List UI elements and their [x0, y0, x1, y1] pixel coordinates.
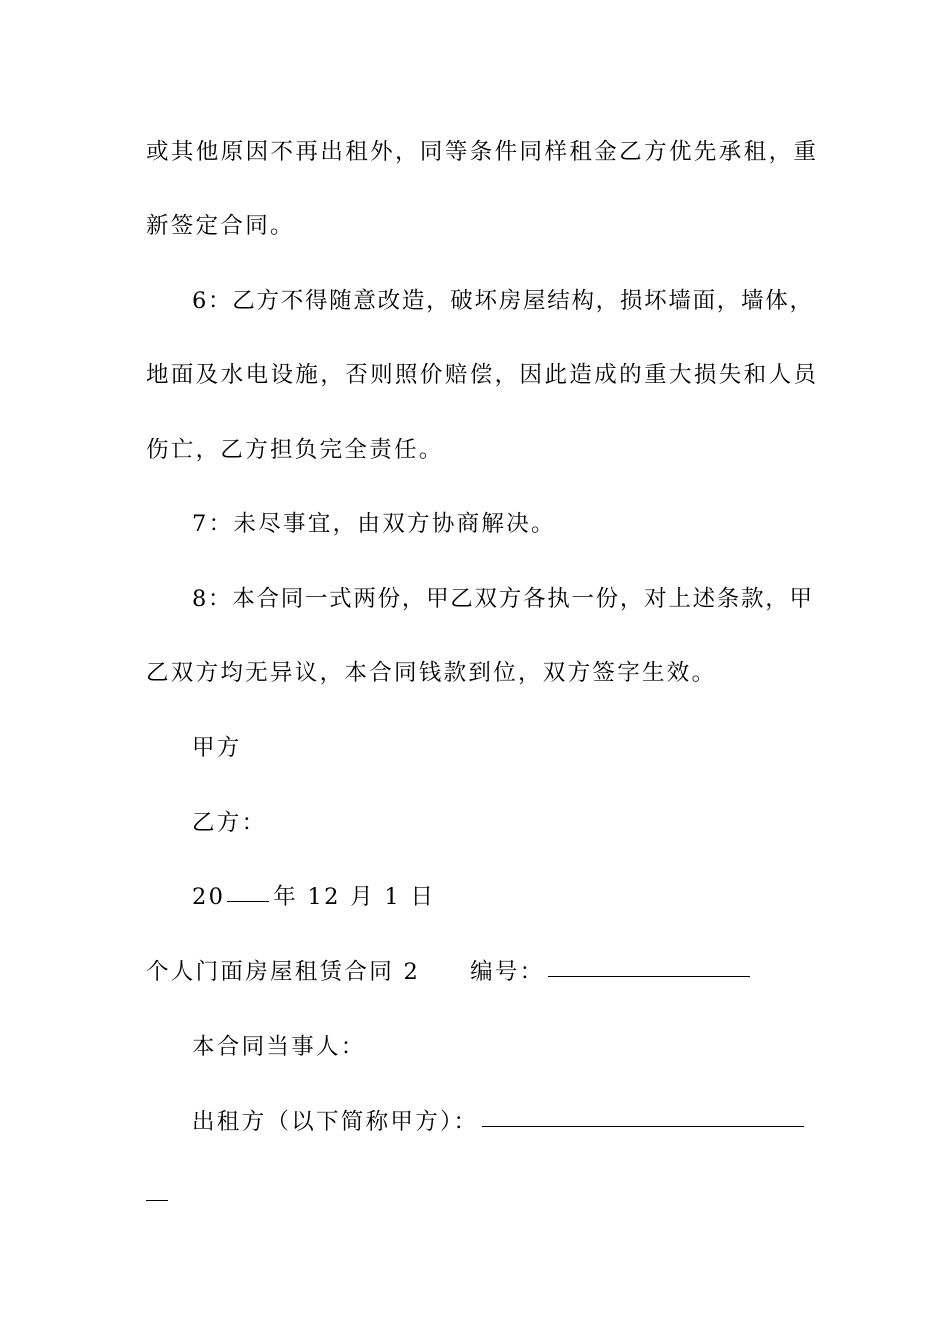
party-b-label: 乙方： [192, 810, 267, 836]
clause-6-line: 6：乙方不得随意改造，破坏房屋结构，损坏墙面，墙体， [192, 288, 812, 314]
lessor-blank-tail [146, 1199, 168, 1201]
clause-8-line: 8：本合同一式两份，甲乙双方各执一份，对上述条款，甲 [192, 586, 812, 612]
contract-2-header [146, 955, 816, 989]
contract-2-title: 个人门面房屋租赁合同 2 [146, 959, 421, 985]
parties-label: 本合同当事人： [192, 1034, 366, 1060]
clause-6-line: 伤亡，乙方担负完全责任。 [146, 437, 444, 463]
clause-8-line: 乙双方均无异议，本合同钱款到位，双方签字生效。 [146, 660, 717, 686]
date-rest: 年 12 月 1 日 [273, 884, 436, 910]
contract-no-blank [548, 975, 750, 977]
clause-6-line: 地面及水电设施，否则照价赔偿，因此造成的重大损失和人员 [146, 362, 816, 388]
lessor-line [192, 1105, 812, 1139]
contract-no-label: 编号： [470, 959, 545, 985]
year-blank [227, 900, 269, 902]
party-a-label: 甲方 [192, 735, 242, 761]
lessor-label: 出租方（以下简称甲方）： [192, 1109, 479, 1135]
paragraph-line: 或其他原因不再出租外，同等条件同样租金乙方优先承租，重 [146, 139, 816, 165]
signing-date [192, 880, 812, 914]
paragraph-line: 新签定合同。 [146, 213, 295, 239]
lessor-blank-continued [146, 1179, 816, 1213]
date-year-prefix: 20 [192, 884, 226, 910]
clause-7: 7：未尽事宜，由双方协商解决。 [192, 511, 556, 537]
lessor-blank [482, 1125, 804, 1127]
